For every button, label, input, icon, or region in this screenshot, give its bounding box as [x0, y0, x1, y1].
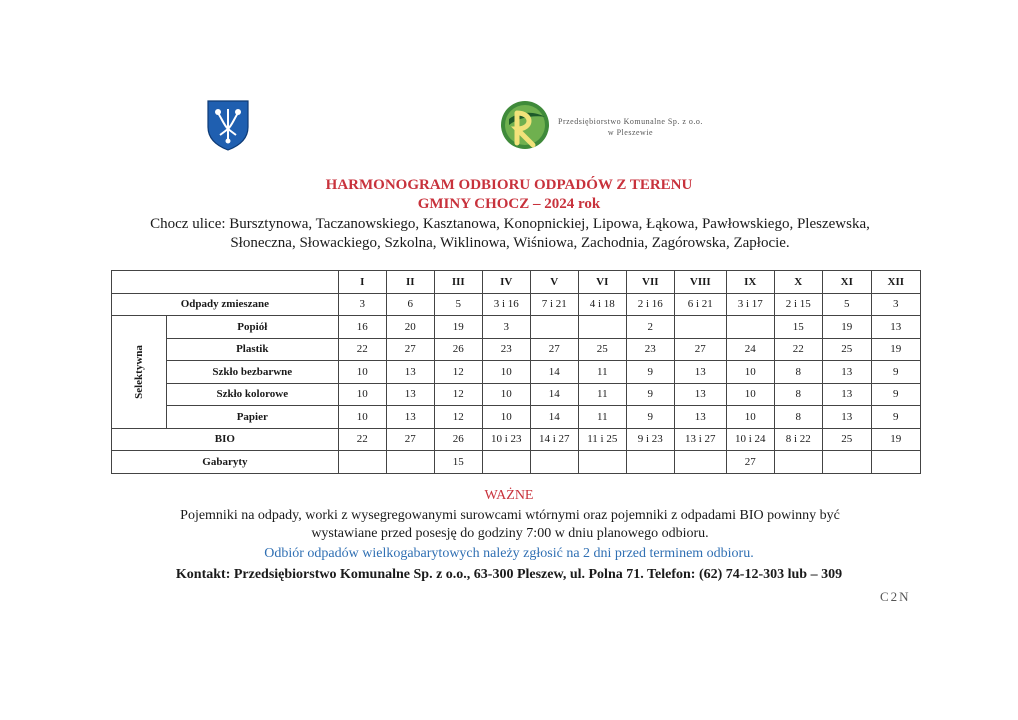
month-header: XI	[822, 271, 871, 294]
table-cell: 27	[530, 338, 578, 361]
table-cell	[578, 316, 626, 339]
table-cell: 10	[726, 383, 774, 406]
table-cell: 27	[386, 428, 434, 451]
table-cell	[674, 451, 726, 474]
table-cell: 2 i 16	[626, 293, 674, 316]
table-cell: 7 i 21	[530, 293, 578, 316]
table-cell: 13	[822, 406, 871, 429]
month-header: IX	[726, 271, 774, 294]
table-cell: 10	[726, 361, 774, 384]
table-cell: 13	[386, 361, 434, 384]
table-cell: 11	[578, 406, 626, 429]
table-cell	[338, 451, 386, 474]
row-label: Gabaryty	[112, 451, 339, 474]
table-cell: 2 i 15	[774, 293, 822, 316]
row-label: Plastik	[166, 338, 338, 361]
table-cell: 8	[774, 406, 822, 429]
table-cell: 13	[386, 383, 434, 406]
table-cell: 25	[578, 338, 626, 361]
table-cell	[482, 451, 530, 474]
table-cell: 13	[674, 406, 726, 429]
table-cell: 3 i 17	[726, 293, 774, 316]
table-cell: 19	[871, 338, 920, 361]
table-cell: 3	[338, 293, 386, 316]
table-cell: 15	[774, 316, 822, 339]
table-cell: 10	[482, 361, 530, 384]
table-row	[112, 406, 921, 429]
table-row	[112, 361, 921, 384]
month-header: VIII	[674, 271, 726, 294]
important-heading: WAŻNE	[484, 488, 534, 503]
page-title: HARMONOGRAM ODBIORU ODPADÓW Z TERENU	[325, 177, 693, 193]
table-cell: 14	[530, 406, 578, 429]
table-cell: 19	[871, 428, 920, 451]
table-cell: 8	[774, 361, 822, 384]
table-row	[112, 451, 921, 474]
row-label: Papier	[166, 406, 338, 429]
table-cell: 13	[871, 316, 920, 339]
row-label: Szkło kolorowe	[166, 383, 338, 406]
table-cell: 12	[434, 406, 482, 429]
table-cell: 5	[434, 293, 482, 316]
table-cell: 9	[626, 361, 674, 384]
table-cell: 13	[674, 361, 726, 384]
table-cell: 9	[626, 406, 674, 429]
table-cell: 10 i 23	[482, 428, 530, 451]
table-cell: 24	[726, 338, 774, 361]
table-cell	[530, 451, 578, 474]
table-cell: 11	[578, 383, 626, 406]
table-cell	[530, 316, 578, 339]
info-text	[110, 507, 910, 543]
table-cell: 25	[822, 338, 871, 361]
table-cell: 5	[822, 293, 871, 316]
document-code: C2N	[880, 589, 911, 604]
coat-of-arms-icon	[206, 99, 250, 151]
company-logo-icon	[499, 99, 551, 151]
month-header: V	[530, 271, 578, 294]
table-cell: 13	[822, 383, 871, 406]
table-cell: 12	[434, 361, 482, 384]
table-cell	[626, 451, 674, 474]
table-cell: 13	[822, 361, 871, 384]
schedule-table	[111, 270, 921, 474]
table-header-row	[112, 271, 921, 294]
month-header: X	[774, 271, 822, 294]
table-cell: 11	[578, 361, 626, 384]
table-cell: 22	[338, 428, 386, 451]
table-cell: 23	[482, 338, 530, 361]
table-cell: 16	[338, 316, 386, 339]
company-name-line2: w Pleszewie	[607, 128, 654, 137]
table-cell: 8	[774, 383, 822, 406]
table-cell: 4 i 18	[578, 293, 626, 316]
table-cell: 14	[530, 361, 578, 384]
table-cell: 10	[338, 406, 386, 429]
table-cell: 6 i 21	[674, 293, 726, 316]
contact-info: Kontakt: Przedsiębiorstwo Komunalne Sp. z o.o., 63-300 Pleszew, ul. Polna 71. Telefon: (62) 74-12-303 lub – 309	[175, 567, 843, 582]
table-cell: 14 i 27	[530, 428, 578, 451]
table-cell: 27	[386, 338, 434, 361]
street-list-line1: Chocz ulice: Bursztynowa, Taczanowskiego, Kasztanowa, Konopnickiej, Lipowa, Łąkowa, Pawłowskiego, Pleszewska,	[150, 216, 870, 232]
month-header: III	[434, 271, 482, 294]
header-empty-cell	[112, 271, 339, 294]
table-cell: 22	[338, 338, 386, 361]
table-cell: 20	[386, 316, 434, 339]
table-cell: 8 i 22	[774, 428, 822, 451]
table-cell: 11 i 25	[578, 428, 626, 451]
table-cell: 15	[434, 451, 482, 474]
table-cell: 9	[871, 383, 920, 406]
table-row	[112, 428, 921, 451]
table-cell: 10 i 24	[726, 428, 774, 451]
table-row	[112, 383, 921, 406]
month-header: XII	[871, 271, 920, 294]
selective-label-text: Selektywna	[132, 344, 145, 399]
selective-group-label	[112, 316, 167, 429]
table-cell: 26	[434, 338, 482, 361]
info-line1: Pojemniki na odpady, worki z wysegregowanymi surowcami wtórnymi oraz pojemniki z odpadami BIO powinny być	[180, 508, 840, 523]
table-row	[112, 338, 921, 361]
table-cell	[726, 316, 774, 339]
table-cell: 19	[822, 316, 871, 339]
row-label: Popiół	[166, 316, 338, 339]
table-cell: 13	[674, 383, 726, 406]
table-cell: 12	[434, 383, 482, 406]
table-cell: 27	[674, 338, 726, 361]
table-cell: 19	[434, 316, 482, 339]
table-cell: 9 i 23	[626, 428, 674, 451]
table-cell	[578, 451, 626, 474]
table-cell	[674, 316, 726, 339]
table-cell	[386, 451, 434, 474]
table-cell: 10	[338, 361, 386, 384]
table-cell: 10	[726, 406, 774, 429]
table-cell: 14	[530, 383, 578, 406]
table-cell	[822, 451, 871, 474]
month-header: VII	[626, 271, 674, 294]
table-cell: 6	[386, 293, 434, 316]
company-name-line1: Przedsiębiorstwo Komunalne Sp. z o.o.	[558, 117, 703, 126]
table-cell: 9	[871, 361, 920, 384]
table-cell: 25	[822, 428, 871, 451]
table-cell: 3	[871, 293, 920, 316]
month-header: II	[386, 271, 434, 294]
info-line2: wystawiane przed posesję do godziny 7:00 w dniu planowego odbioru.	[311, 526, 709, 541]
table-row	[112, 293, 921, 316]
table-cell: 23	[626, 338, 674, 361]
row-label: Odpady zmieszane	[112, 293, 339, 316]
table-cell: 3 i 16	[482, 293, 530, 316]
row-label: BIO	[112, 428, 339, 451]
table-cell: 10	[482, 383, 530, 406]
table-cell: 13 i 27	[674, 428, 726, 451]
table-cell: 13	[386, 406, 434, 429]
table-cell: 26	[434, 428, 482, 451]
table-cell: 3	[482, 316, 530, 339]
table-cell: 10	[338, 383, 386, 406]
table-cell: 27	[726, 451, 774, 474]
table-cell	[774, 451, 822, 474]
table-cell: 9	[871, 406, 920, 429]
table-cell: 10	[482, 406, 530, 429]
page-subtitle: GMINY CHOCZ – 2024 rok	[417, 196, 601, 212]
row-label: Szkło bezbarwne	[166, 361, 338, 384]
table-cell: 9	[626, 383, 674, 406]
month-header: IV	[482, 271, 530, 294]
bulky-notice: Odbiór odpadów wielkogabarytowych należy zgłosić na 2 dni przed terminem odbioru.	[264, 546, 754, 561]
table-row	[112, 316, 921, 339]
month-header: VI	[578, 271, 626, 294]
month-header: I	[338, 271, 386, 294]
street-list	[100, 215, 920, 253]
street-list-line2: Słoneczna, Słowackiego, Szkolna, Wiklinowa, Wiśniowa, Zachodnia, Zagórowska, Zapłocie.	[230, 235, 790, 251]
table-cell: 2	[626, 316, 674, 339]
company-name	[558, 116, 703, 138]
table-cell: 22	[774, 338, 822, 361]
table-cell	[871, 451, 920, 474]
